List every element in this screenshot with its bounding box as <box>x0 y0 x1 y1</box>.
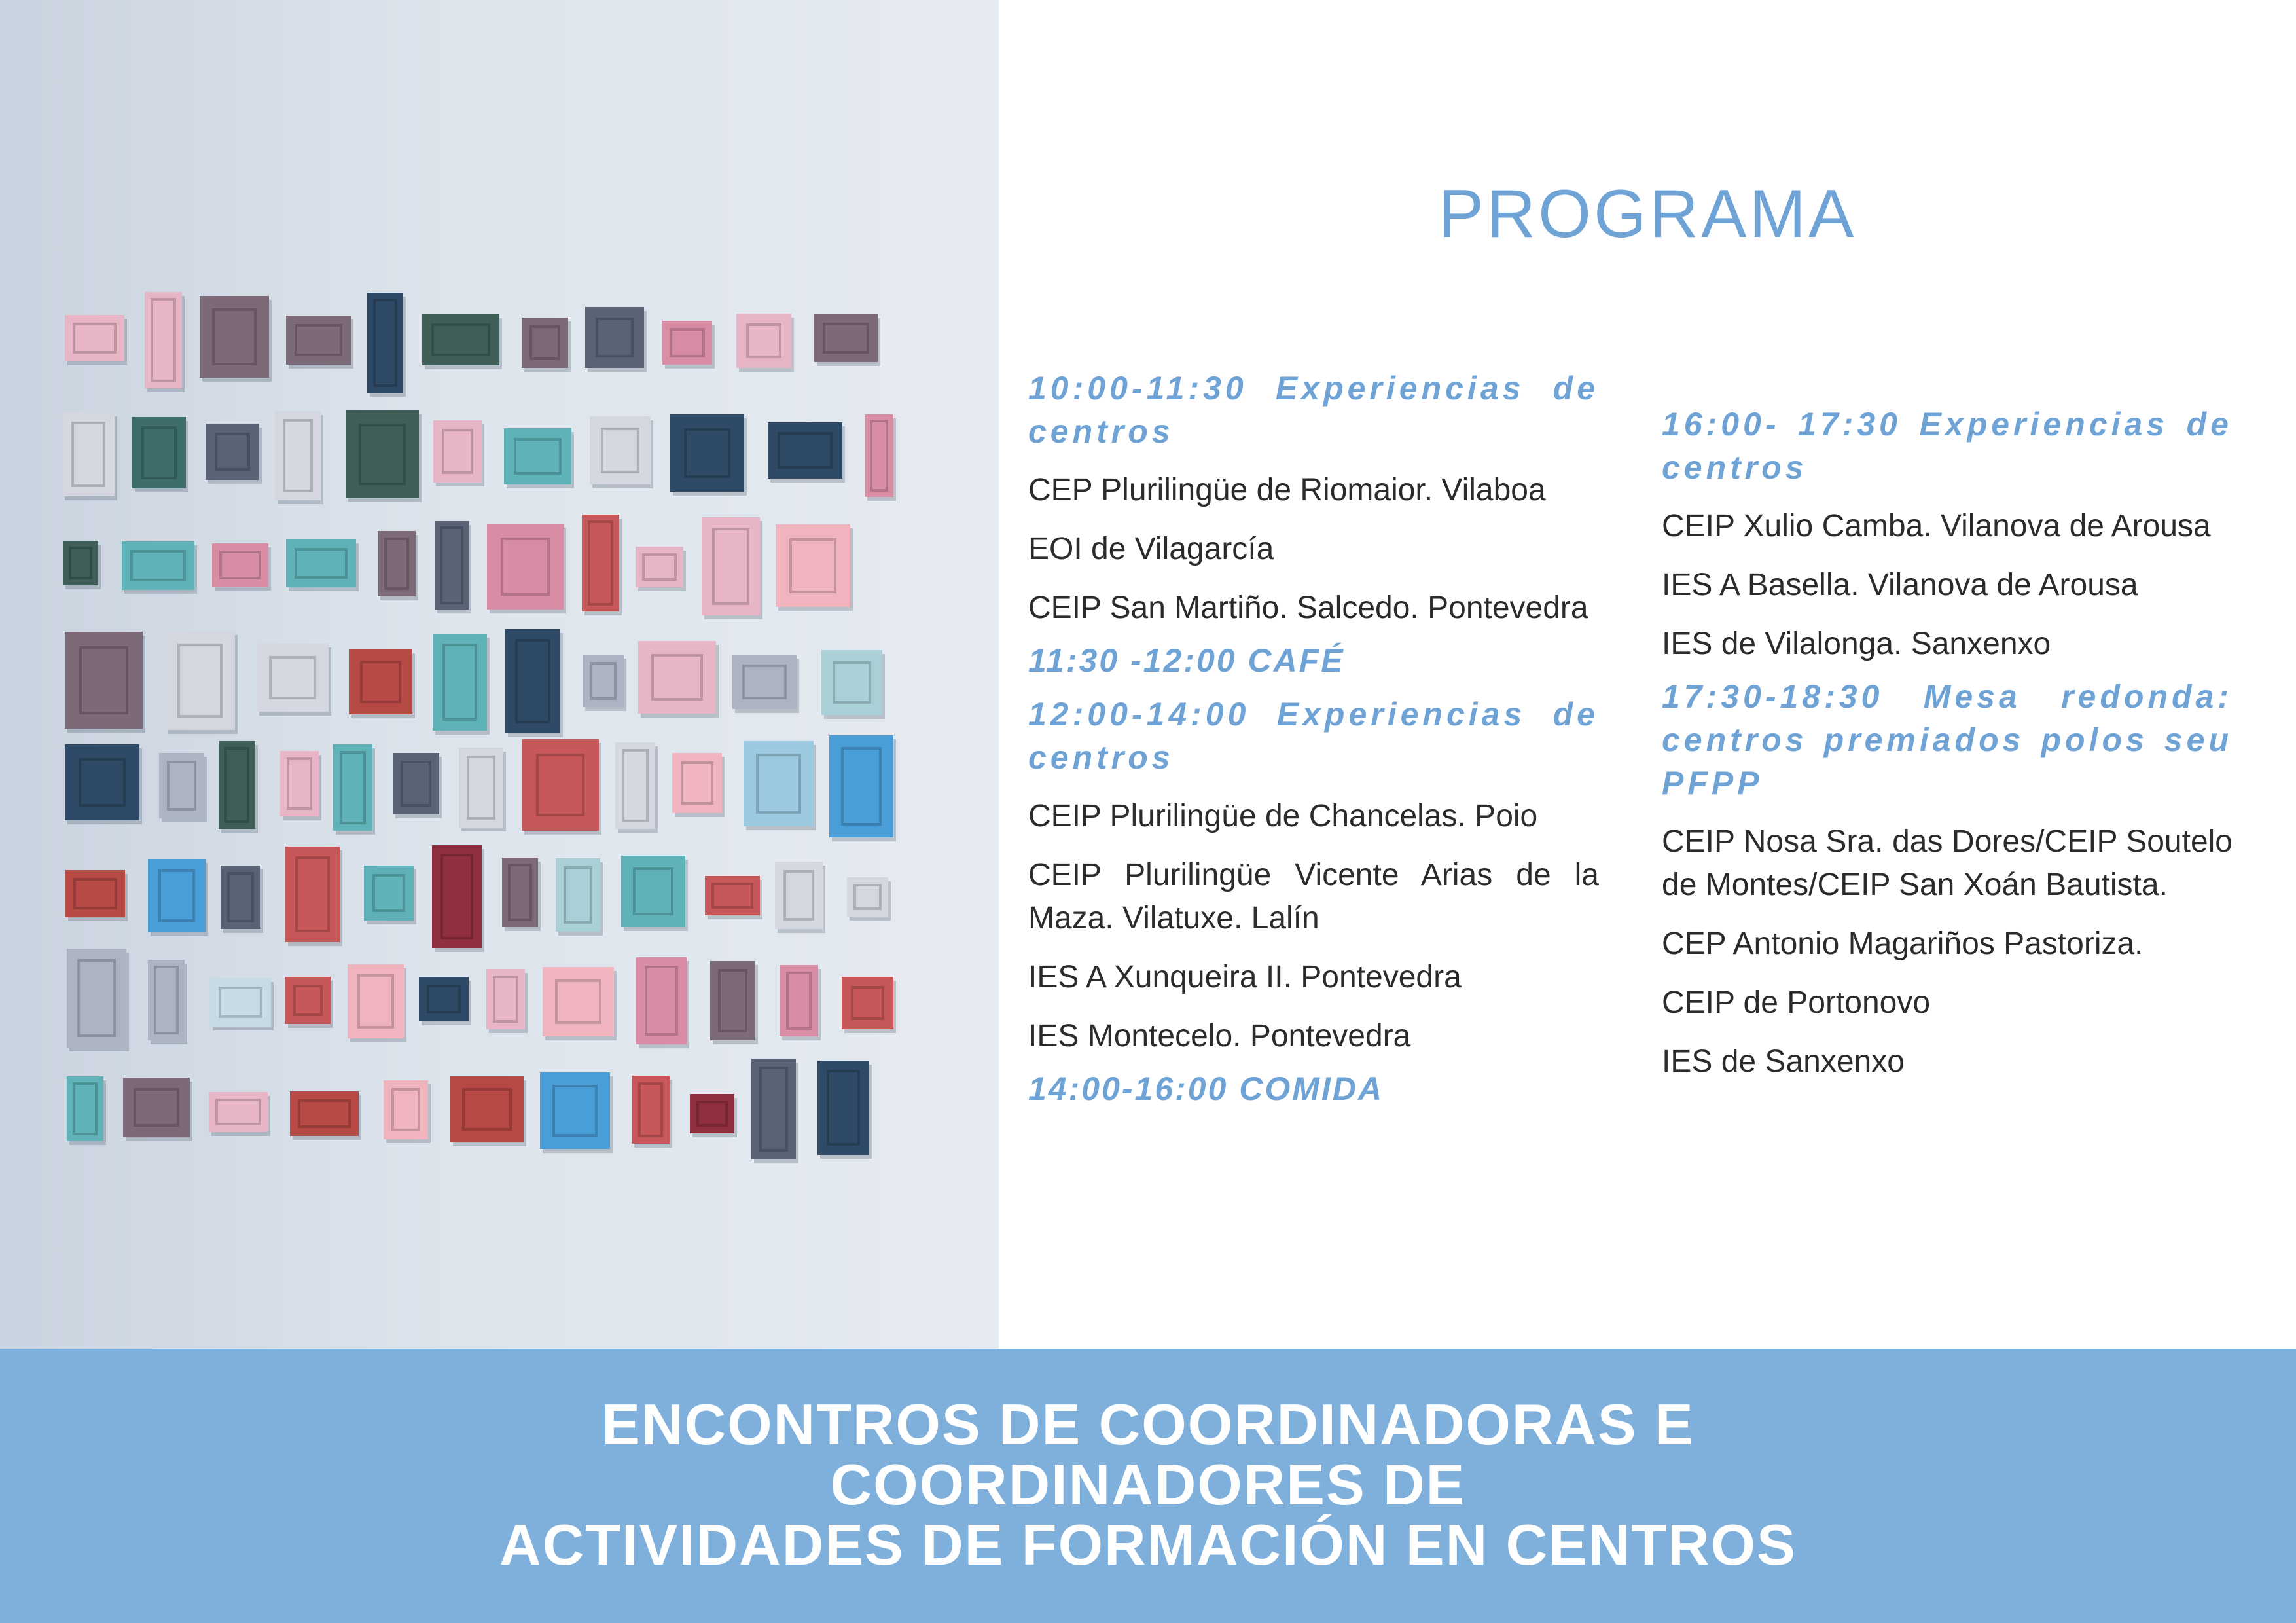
schedule-entry: EOI de Vilagarcía <box>1028 532 1274 566</box>
mosaic-frame <box>210 978 274 1030</box>
mosaic-frame <box>540 1072 613 1153</box>
event-title-line: ACTIVIDADES DE FORMACIÓN EN CENTROS <box>499 1512 1797 1577</box>
program-title: PROGRAMA <box>1438 176 1857 252</box>
mosaic-frame <box>65 870 128 921</box>
mosaic-frame <box>219 741 258 833</box>
schedule-entry: CEIP Plurilingüe de Chancelas. Poio <box>1028 799 1538 833</box>
mosaic-frame <box>285 847 342 946</box>
mosaic-frame <box>286 316 353 369</box>
schedule-entry: IES A Basella. Vilanova de Arousa <box>1662 568 2138 602</box>
mosaic-frame <box>670 414 747 496</box>
mosaic-frame <box>632 1076 672 1148</box>
mosaic-frame <box>206 424 262 484</box>
schedule-entry: IES de Vilalonga. Sanxenxo <box>1662 627 2051 661</box>
mosaic-frame <box>736 314 794 372</box>
mosaic-frame <box>585 307 647 372</box>
mosaic-frame <box>690 1094 737 1137</box>
mosaic-frame <box>364 866 416 924</box>
schedule-entry: CEIP Nosa Sra. das Dores/CEIP Soutelo de Montes/CEIP San Xoán Bautista. <box>1662 824 2233 902</box>
mosaic-frame <box>65 744 142 824</box>
mosaic-frame <box>432 845 484 952</box>
frame-mosaic <box>0 0 999 1349</box>
schedule-entry: CEP Plurilingüe de Riomaior. Vilaboa <box>1028 473 1546 507</box>
schedule-entry: CEP Antonio Magariños Pastoriza. <box>1662 926 2144 961</box>
schedule-entry: IES A Xunqueira II. Pontevedra <box>1028 960 1462 994</box>
mosaic-frame <box>522 739 601 835</box>
event-title <box>0 1392 2296 1577</box>
session-heading: 16:00- 17:30 Experiencias de centros <box>1662 406 2233 486</box>
mosaic-frame <box>710 961 758 1044</box>
mosaic-frame <box>732 655 799 713</box>
mosaic-frame <box>65 315 127 365</box>
mosaic-frame <box>422 314 502 369</box>
mosaic-frame <box>159 753 207 822</box>
mosaic-frame <box>621 856 688 931</box>
mosaic-frame <box>122 541 197 594</box>
mosaic-frame <box>165 631 238 734</box>
mosaic-frame <box>212 543 271 591</box>
schedule-entry: IES de Sanxenxo <box>1662 1044 1905 1079</box>
mosaic-frame <box>384 1080 431 1143</box>
mosaic-frame <box>433 420 484 486</box>
session-heading: 11:30 -12:00 CAFÉ <box>1028 642 1345 679</box>
mosaic-frame <box>257 644 331 716</box>
mosaic-frame <box>378 531 418 600</box>
mosaic-frame <box>132 417 188 492</box>
mosaic-frame <box>67 949 129 1051</box>
mosaic-frame <box>702 517 762 619</box>
mosaic-frame <box>744 741 816 830</box>
mosaic-frame <box>333 744 375 835</box>
mosaic-frame <box>705 876 762 919</box>
mosaic-frame <box>672 753 725 817</box>
mosaic-frame <box>349 649 415 718</box>
event-title-line: ENCONTROS DE COORDINADORAS E <box>601 1392 1695 1457</box>
mosaic-frame <box>817 1061 872 1159</box>
mosaic-frame <box>433 634 490 735</box>
mosaic-frame <box>419 977 471 1025</box>
mosaic-frame <box>775 862 825 933</box>
mosaic-frame <box>285 977 333 1028</box>
mosaic-frame <box>829 735 896 841</box>
schedule-entry: CEIP San Martiño. Salcedo. Pontevedra <box>1028 591 1588 625</box>
schedule-entry: CEIP Plurilingüe Vicente Arias de la Maza. Vilatuxe. Lalín <box>1028 858 1599 936</box>
mosaic-frame <box>221 866 263 933</box>
mosaic-frame <box>842 977 896 1033</box>
mosaic-frame <box>459 748 506 831</box>
session-heading: 12:00-14:00 Experiencias de centros <box>1028 696 1599 776</box>
mosaic-frame <box>63 541 101 589</box>
mosaic-frame <box>348 964 406 1042</box>
mosaic-frame <box>751 1059 798 1163</box>
session-heading: 14:00-16:00 COMIDA <box>1028 1070 1384 1107</box>
mosaic-frame <box>814 314 880 366</box>
mosaic-frame <box>636 547 686 591</box>
mosaic-frame <box>62 412 117 500</box>
mosaic-frame <box>638 641 719 718</box>
mosaic-frame <box>505 629 563 737</box>
mosaic-frame <box>346 410 422 502</box>
mosaic-frame <box>487 524 566 613</box>
schedule-entry: CEIP Xulio Camba. Vilanova de Arousa <box>1662 509 2211 543</box>
mosaic-frame <box>780 965 821 1040</box>
mosaic-frame <box>776 524 853 611</box>
mosaic-frame <box>768 422 845 483</box>
mosaic-frame <box>590 416 653 488</box>
mosaic-frame <box>582 515 622 615</box>
event-title-line: COORDINADORES DE <box>830 1452 1466 1517</box>
mosaic-frame <box>123 1078 192 1141</box>
mosaic-frame <box>209 1092 270 1136</box>
mosaic-frame <box>275 411 323 504</box>
artwork-photo <box>0 0 999 1349</box>
mosaic-frame <box>145 292 185 392</box>
mosaic-frame <box>636 957 689 1048</box>
mosaic-frame <box>67 1076 106 1145</box>
schedule-right-column <box>1662 403 2233 1084</box>
session-heading: 10:00-11:30 Experiencias de centros <box>1028 370 1599 450</box>
mosaic-frame <box>435 521 471 613</box>
session-heading: 17:30-18:30 Mesa redonda: centros premiados polos seu PFPP <box>1662 678 2233 801</box>
mosaic-frame <box>393 753 442 818</box>
mosaic-frame <box>583 655 626 711</box>
mosaic-frame <box>543 967 617 1040</box>
schedule-entry: IES Montecelo. Pontevedra <box>1028 1019 1411 1053</box>
mosaic-frame <box>615 742 658 833</box>
mosaic-frame <box>450 1076 526 1146</box>
mosaic-frame <box>290 1091 361 1140</box>
mosaic-frame <box>821 650 885 719</box>
mosaic-frame <box>556 858 603 936</box>
mosaic-frame <box>522 318 571 372</box>
mosaic-frame <box>367 293 406 397</box>
mosaic-frame <box>504 428 574 488</box>
mosaic-frame <box>847 877 891 921</box>
mosaic-frame <box>286 539 359 591</box>
mosaic-frame <box>502 858 541 931</box>
schedule-entry: CEIP de Portonovo <box>1662 985 1931 1020</box>
mosaic-frame <box>486 969 528 1033</box>
mosaic-frame <box>865 414 896 501</box>
mosaic-frame <box>148 859 208 936</box>
mosaic-frame <box>65 632 145 733</box>
schedule-left-column <box>1028 367 1599 1110</box>
mosaic-frame <box>280 751 321 820</box>
mosaic-frame <box>200 296 272 382</box>
mosaic-frame <box>662 321 715 369</box>
mosaic-frame <box>148 960 187 1044</box>
